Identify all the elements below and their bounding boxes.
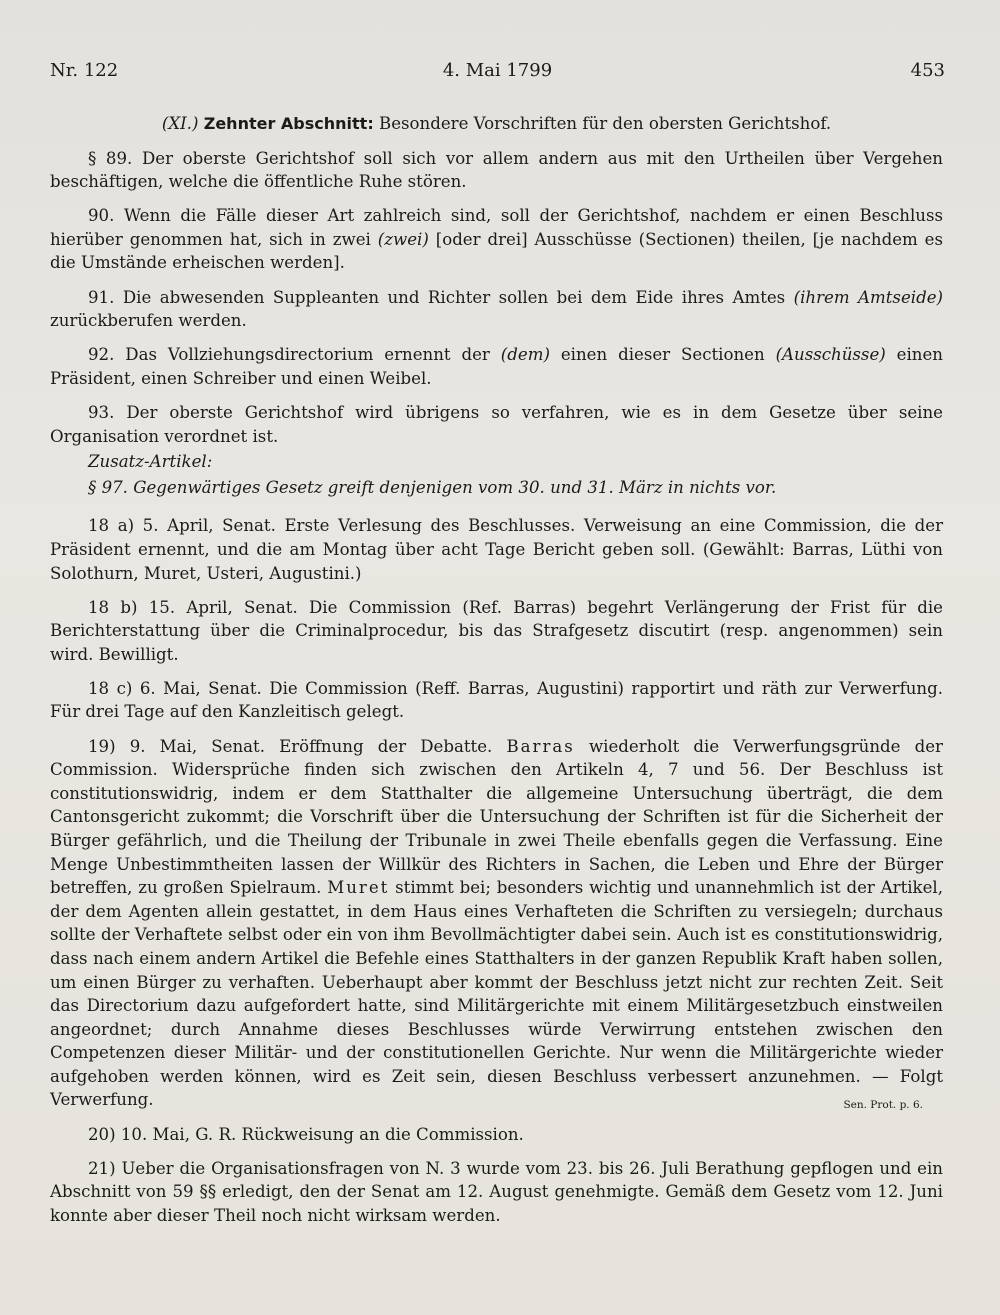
- document-number: Nr. 122: [50, 60, 119, 81]
- page-header: [50, 60, 945, 86]
- paragraph-97: § 97. Gegenwärtiges Gesetz greift denjenigen vom 30. und 31. März in nichts vor.: [88, 477, 777, 497]
- section-number: (XI.): [161, 114, 199, 133]
- paragraph-90: [50, 204, 943, 275]
- paragraph-92: [50, 343, 943, 390]
- document-body: [50, 112, 943, 1238]
- paragraph-91-text-b: zurückberufen werden.: [50, 311, 247, 331]
- paragraph-92-text-c: einen Präsident, einen Schreiber und einen Weibel.: [50, 345, 943, 388]
- note-18b: 18 b) 15. April, Senat. Die Commission (Ref. Barras) begehrt Verlängerung der Frist für die Berichterstattung über die Criminalprocedur, bis das Strafgesetz discutirt (resp. angenommen) sein wird. Bewilligt.: [50, 597, 943, 664]
- paragraph-91: [50, 286, 943, 333]
- paragraph-92-text-a: 92. Das Vollziehungsdirectorium ernennt der: [88, 345, 501, 365]
- section-subtitle: Besondere Vorschriften für den obersten Gerichtshof.: [379, 114, 832, 133]
- document-date: 4. Mai 1799: [442, 60, 553, 81]
- zusatz-artikel-heading: Zusatz-Artikel:: [88, 452, 213, 472]
- paragraph-92-text-b: einen dieser Sectionen: [549, 345, 776, 365]
- note-18a: 18 a) 5. April, Senat. Erste Verlesung des Beschlusses. Verweisung an eine Commission, die der Präsident ernennt, und die am Montag über acht Tage Bericht geben soll. (Gewählt: Barras, Lüthi von Solothurn, Muret, Usteri, Augustini.): [50, 516, 943, 583]
- page-number: 453: [910, 60, 945, 81]
- paragraph-93: 93. Der oberste Gerichtshof wird übrigens so verfahren, wie es in dem Gesetze über seine Organisation verordnet ist.: [50, 402, 943, 446]
- paragraph-90-text-a: 90. Wenn die Fälle dieser Art zahlreich sind, soll der Gerichtshof, nachdem er einen Beschluss hierüber genommen hat, sich in zwei: [50, 206, 943, 249]
- paragraph-92-italic-1: (dem): [500, 345, 550, 365]
- note-19-text-a: 19) 9. Mai, Senat. Eröffnung der Debatte.: [88, 736, 507, 756]
- paragraph-91-italic: (ihrem Amtseide): [793, 287, 943, 307]
- note-19-name-muret: Muret: [327, 878, 390, 898]
- note-19-text-c: stimmt bei; besonders wichtig und unannehmlich ist der Artikel, der dem Agenten allein gestattet, in dem Haus eines Verhafteten die Schriften zu versiegeln; durchaus sollte der Verhaftete selbst oder ein von ihm Bevollmächtigter dabei sein. Auch ist es constitutionswidrig, dass nach einem andern Artikel die Befehle eines Statthalters in der ganzen Republik Kraft haben sollen, um einen Bürger zu verhaften. Ueberhaupt aber kommt der Beschluss jetzt nicht zur rechten Zeit. Seit das Directorium dazu aufgefordert hatte, sind Militärgerichte mit einem Militärgesetzbuch einstweilen angeordnet; durch Annahme dieses Beschlusses würde Verwirrung entstehen zwischen den Competenzen dieser Militär- und der constitutionellen Gerichte. Nur wenn die Militärgerichte wieder aufgehoben werden können, wird es Zeit sein, diesen Beschluss verbessert anzunehmen. — Folgt Verwerfung.: [50, 878, 943, 1110]
- paragraph-89: § 89. Der oberste Gerichtshof soll sich vor allem andern aus mit den Urtheilen über Vergehen beschäftigen, welche die öffentliche Ruhe stören.: [50, 148, 943, 192]
- note-19: [50, 735, 943, 1113]
- paragraph-90-italic: (zwei): [377, 229, 429, 249]
- paragraph-90-text-b: [oder drei] Ausschüsse (Sectionen) theilen, [je nachdem es die Umstände erheischen werden].: [50, 229, 943, 273]
- note-20: 20) 10. Mai, G. R. Rückweisung an die Commission.: [88, 1124, 524, 1144]
- paragraph-91-text-a: 91. Die abwesenden Suppleanten und Richter sollen bei dem Eide ihres Amtes: [88, 287, 794, 307]
- note-21: 21) Ueber die Organisationsfragen von N. 3 wurde vom 23. bis 26. Juli Berathung gepflogen und ein Abschnitt von 59 §§ erledigt, den der Senat am 12. August genehmigte. Gemäß dem Gesetz vom 12. Juni konnte aber dieser Theil noch nicht wirksam werden.: [50, 1158, 943, 1225]
- section-heading: Zehnter Abschnitt:: [203, 114, 374, 133]
- note-18c: 18 c) 6. Mai, Senat. Die Commission (Reff. Barras, Augustini) rapportirt und räth zur Verwerfung. Für drei Tage auf den Kanzleitisch gelegt.: [50, 678, 943, 722]
- section-title: [50, 112, 943, 136]
- senate-protocol-reference: Sen. Prot. p. 6.: [843, 1099, 923, 1112]
- paragraph-92-italic-2: (Ausschüsse): [775, 345, 886, 365]
- note-19-name-barras: Barras: [506, 736, 575, 756]
- note-19-text-b: wiederholt die Verwerfungsgründe der Commission. Widersprüche finden sich zwischen den Artikeln 4, 7 und 56. Der Beschluss ist constitutionswidrig, indem er dem Statthalter die allgemeine Untersuchung überträgt, die dem Cantonsgericht zukommt; die Vorschrift über die Untersuchung der Schriften ist für die Sicherheit der Bürger gefährlich, und die Theilung der Tribunale in zwei Theile ebenfalls gegen die Verfassung. Eine Menge Unbestimmtheiten lassen der Willkür des Richters in Sachen, die Leben und Ehre der Bürger betreffen, zu großen Spielraum.: [50, 736, 943, 898]
